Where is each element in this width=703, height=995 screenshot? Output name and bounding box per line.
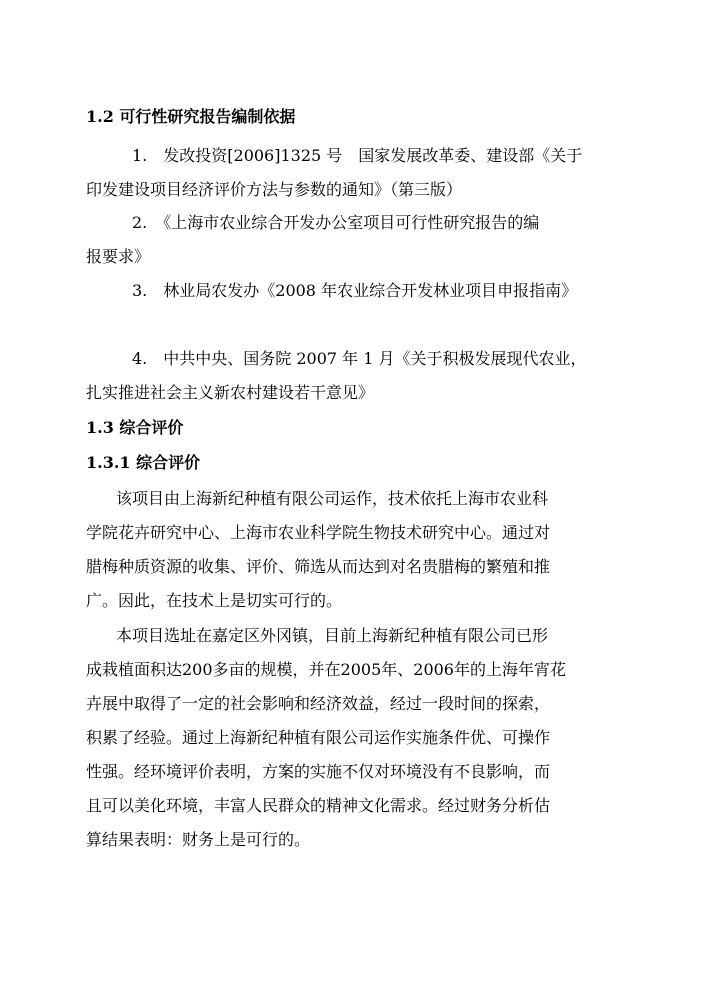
section-heading-1-3: 1.3 综合评价: [86, 418, 184, 437]
paragraph-2-line-4: 积累了经验。通过上海新纪种植有限公司运作实施条件优、可操作: [86, 728, 551, 747]
paragraph-2-line-1: 本项目选址在嘉定区外冈镇，目前上海新纪种植有限公司已形: [116, 626, 549, 645]
reference-item-1-line-1: 1. 发改投资[2006]1325 号 国家发展改革委、建设部《关于: [132, 146, 583, 165]
paragraph-1-line-1: 该项目由上海新纪种植有限公司运作，技术依托上海市农业科: [116, 489, 549, 508]
paragraph-2-line-2: 成栽植面积达200多亩的规模，并在2005年、2006年的上海年宵花: [86, 660, 566, 679]
paragraph-1-line-4: 广。因此，在技术上是切实可行的。: [86, 591, 343, 610]
paragraph-1-line-3: 腊梅种质资源的收集、评价、筛选从而达到对名贵腊梅的繁殖和推: [86, 557, 551, 576]
reference-item-3-line-1: 3. 林业局农发办《2008 年农业综合开发林业项目申报指南》: [132, 281, 578, 300]
paragraph-2-line-7: 算结果表明：财务上是可行的。: [86, 830, 311, 849]
paragraph-2-line-5: 性强。经环境评价表明，方案的实施不仅对环境没有不良影响，而: [86, 762, 551, 781]
reference-item-4-line-2: 扎实推进社会主义新农村建设若干意见》: [86, 383, 375, 402]
reference-item-1-line-2: 印发建设项目经济评价方法与参数的通知》（第三版）: [86, 180, 463, 199]
paragraph-2-line-3: 卉展中取得了一定的社会影响和经济效益，经过一段时间的探索，: [86, 694, 551, 713]
reference-item-2-line-1: 2. 《上海市农业综合开发办公室项目可行性研究报告的编: [132, 213, 540, 232]
paragraph-2-line-6: 且可以美化环境，丰富人民群众的精神文化需求。经过财务分析估: [86, 796, 551, 815]
reference-item-2-line-2: 报要求》: [86, 247, 151, 266]
subsection-heading-1-3-1: 1.3.1 综合评价: [86, 453, 201, 472]
section-heading-1-2: 1.2 可行性研究报告编制依据: [86, 107, 296, 126]
reference-item-4-line-1: 4. 中共中央、国务院 2007 年 1 月《关于积极发展现代农业，: [132, 349, 587, 368]
paragraph-1-line-2: 学院花卉研究中心、上海市农业科学院生物技术研究中心。通过对: [86, 523, 551, 542]
